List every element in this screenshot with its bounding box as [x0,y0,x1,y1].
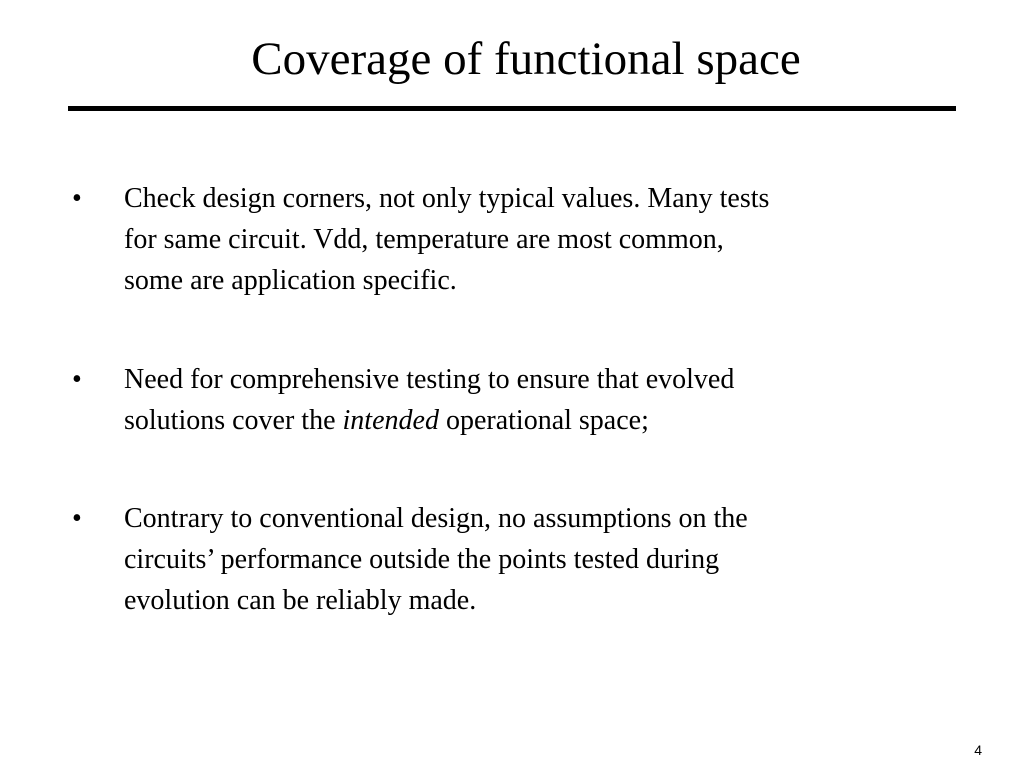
emphasized-word: intended [342,405,439,436]
bullet-text [124,359,944,441]
slide-title: Coverage of functional space [251,33,801,85]
bullet-text-segment: operational space; [438,405,649,436]
slide-number: 4 [974,742,982,758]
bullet-text [124,178,944,301]
bullet-text-line: evolution can be reliably made. [124,585,477,616]
bullet-text-line: Need for comprehensive testing to ensure that evolved [124,364,735,395]
bullet-text-line: Check design corners, not only typical values. Many tests [124,183,770,214]
bullet-text-line: for same circuit. Vdd, temperature are most common, [124,224,724,255]
bullet-marker: • [72,183,82,214]
bullet-marker: • [72,364,82,395]
bullet-text-line: Contrary to conventional design, no assumptions on the [124,503,748,534]
bullet-text-line [124,400,944,441]
bullet-text-segment: solutions cover the [124,405,343,436]
bullet-text [124,498,944,621]
bullet-text-line: circuits’ performance outside the points tested during [124,544,720,575]
bullet-marker: • [72,503,82,534]
bullet-text-line: some are application specific. [124,265,457,296]
